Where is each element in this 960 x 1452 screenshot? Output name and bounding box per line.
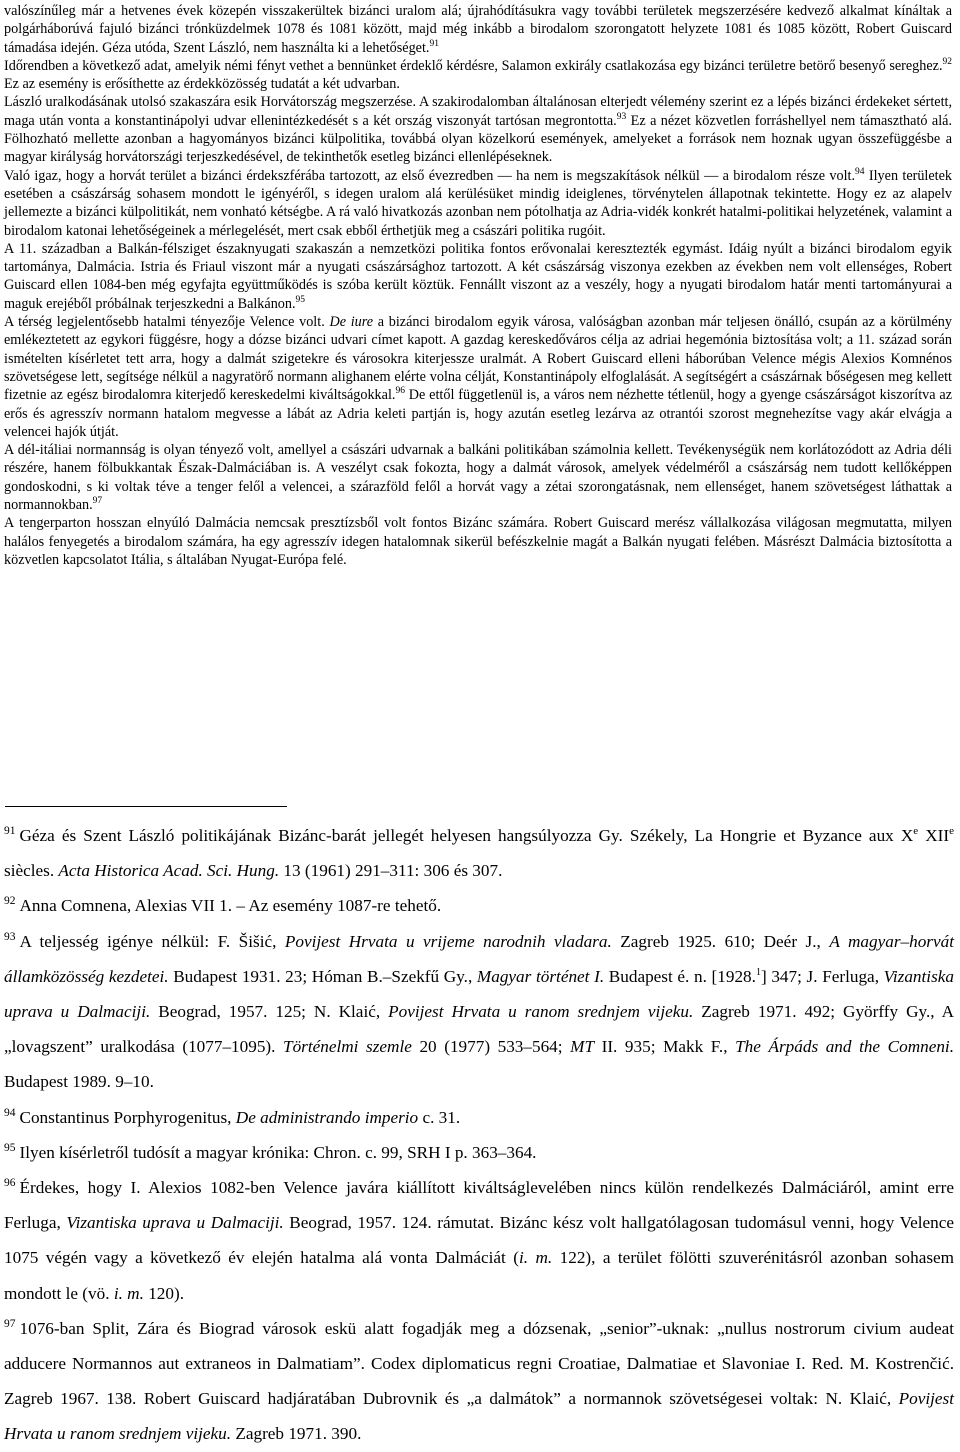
footnote: $^{92}$ Anna Comnena, Alexias VII 1. – Az esemény 1087-re tehető. xyxy=(4,895,442,916)
footnote-number: 92 xyxy=(4,895,16,908)
paragraph: A 11. században a Balkán-félsziget északnyugati szakaszán a nemzetközi politika fontos erővonalai keresztezték egymást. Idáig nyúlt a bizánci birodalom egyik tartománya, Dalmácia. Istria és Friaul viszont már a nyugati császársághoz tartozott. A két császárság viszonya ezekben az években nem volt ellenséges, Robert Guiscard ellen 1084-ben még egyfajta együttműködés is szóba került köztük. Fennállt viszont az a veszély, hogy a nyugati birodalom határ menti tartományurai a maguk erejéből próbálnak terjeszkedni a Balkánon.$^{95}$ xyxy=(4,240,952,312)
footnote-ref[interactable]: 97 xyxy=(92,496,103,507)
footnote-number: 93 xyxy=(4,930,16,943)
footnote-ref[interactable]: 96 xyxy=(395,386,405,397)
paragraph: A térség legjelentősebb hatalmi tényezője Velence volt. De iure a bizánci birodalom egyik városa, valóságban azonban már teljesen önálló, csupán az a körülmény emlékeztetett az egykori függésre, hogy a dózse bizánci udvari címet kapott. A gazdag kereskedőváros célja az adriai hegemónia biztosítása volt; a 11. század során ismételten kísérletet tett arra, hogy a dalmát szigetekre és városokra kiterjessze uralmát. A Robert Guiscard elleni háborúban Velence mégis Alexios Komnénos szövetségese lett, segítsége nélkül a nagyratörő normann alighanem elérte volna célját, Konstantinápoly elfoglalását. A segítségért a császárnak bőségesen meg kellett fizetnie az egész birodalomra kiterjedő kereskedelmi kiváltságokkal.$^{96}$ De ettől függetlenül is, a város nem nézhette tétlenül, hogy a gyenge császárságot kiszorítva az erős és agresszív normann hatalom megvesse a lábát az Adria keleti partján is, hogy azután esetleg lezárva az otrantói szorost megnehezítse vagy akár elvágja a velencei hajók útját. xyxy=(4,314,952,440)
footnote: $^{93}$ A teljesség igénye nélkül: F. Šišić, Povijest Hrvata u vrijeme narodnih vladara. Zagreb 1925. 610; Deér J., A magyar–horvát államközösség kezdetei. Budapest 1931. 23; Hóman B.–Szekfű Gy., Magyar történet I. Budapest é. n. [1928.$^1$] 347; J. Ferluga, Vizantiska uprava u Dalmaciji. Beograd, 1957. 125; N. Klaić, Povijest Hrvata u ranom srednjem vijeku. Zagreb 1971. 492; Györffy Gy., A „lovagszent” uralkodása (1077–1095). Történelmi szemle 20 (1977) 533–564; MT II. 935; Makk F., The Árpáds and the Comneni. Budapest 1989. 9–10. xyxy=(4,930,955,1092)
paragraph: A dél-itáliai normannság is olyan tényező volt, amellyel a császári udvarnak a balkáni politikában számolnia kellett. Tevékenységük nem korlátozódott az Adria déli részére, hanem fölbukkantak Észak-Dalmáciában is. A veszélyt csak fokozta, hogy a dalmát városok, amelyek védelméről a császárság nem tudott kellőképpen gondoskodni, s ki voltak téve a tenger felől a velencei, a szárazföld felől a horvát vagy a zétai szorongatásnak, nem ellenséget, hanem szövetségest láthattak a normannokban.$^{97}$ xyxy=(4,442,952,514)
footnote-ref[interactable]: 95 xyxy=(295,294,306,305)
footnotes xyxy=(4,818,954,1452)
footnote: $^{94}$ Constantinus Porphyrogenitus, De administrando imperio c. 31. xyxy=(4,1106,461,1127)
paragraph: valószínűleg már a hetvenes évek közepén visszakerültek bizánci uralom alá; újrahódításukra vagy további területek megszerzésére kedvező alkalmat kínáltak a polgárháborúvá fajuló bizánci trónküzdelmek 1078 és 1081 között, majd még inkább a birodalom szorongatott helyzete 1081 és 1085 között, Robert Guiscard támadása idején. Géza utóda, Szent László, nem használta ki a lehetőséget.$^{91}$ xyxy=(4,3,952,56)
footnote-ref[interactable]: 91 xyxy=(429,38,439,49)
footnote-number: 96 xyxy=(4,1177,16,1190)
footnote-number: 91 xyxy=(4,825,16,837)
footnote-number: 94 xyxy=(4,1106,16,1119)
footnote: $^{95}$ Ilyen kísérletről tudósít a magyar krónika: Chron. c. 99, SRH I p. 363–364. xyxy=(4,1141,537,1162)
footnote-ref[interactable]: 92 xyxy=(942,56,952,67)
footnote: $^{91}$ Géza és Szent László politikájának Bizánc-barát jellegét helyesen hangsúlyozza Gy. Székely, La Hongrie et Byzance aux Xe XIIe siècles. Acta Historica Acad. Sci. Hung. 13 (1961) 291–311: 306 és 307. xyxy=(4,825,954,881)
footnote: $^{96}$ Érdekes, hogy I. Alexios 1082-ben Velence javára kiállított kiváltságlevelében nincs külön rendelkezés Dalmáciáról, amint erre Ferluga, Vizantiska uprava u Dalmaciji. Beograd, 1957. 124. rámutat. Bizánc kész volt hallgatólagosan tudomásul venni, hogy Velence 1075 végén vagy a következő év elején hatalma alá vonta Dalmáciát (i. m. 122), a terület fölötti szuverénitásról azonban sohasem mondott le (vö. i. m. 120). xyxy=(4,1177,955,1303)
main-text xyxy=(4,2,952,569)
paragraph: Időrendben a következő adat, amelyik némi fényt vethet a bennünket érdeklő kérdésre, Salamon exkirály csatlakozása egy bizánci területre betörő besenyő sereghez.$^{92}$ Ez az esemény is erősíthette az érdekközösség tudatát a két udvarban. xyxy=(4,56,952,93)
footnote-ref[interactable]: 94 xyxy=(855,166,865,177)
footnote-separator xyxy=(5,806,287,807)
paragraph: A tengerparton hosszan elnyúló Dalmácia nemcsak presztízsből volt fontos Bizánc számára. Robert Guiscard merész vállalkozása világosan megmutatta, milyen halálos fenyegetés a birodalom számára, ha egy agresszív idegen hatalomnak sikerül befészkelnie magát a Balkán nyugati felében. Másrészt Dalmácia biztosította a közvetlen kapcsolatot Itália, s általában Nyugat-Európa felé. xyxy=(4,515,952,568)
footnote-ref[interactable]: 93 xyxy=(616,111,627,122)
footnote: $^{97}$ 1076-ban Split, Zára és Biograd városok eskü alatt fogadják meg a dózsenak, „senior”-uknak: „nullus nostrorum civium audeat adducere Normannos aut extraneos in Dalmatiam”. Codex diplomaticus regni Croatiae, Dalmatiae et Slavoniae I. Red. M. Kostrenčić. Zagreb 1967. 138. Robert Guiscard hadjáratában Dubrovnik és „a dalmátok” a normannok szövetségesei voltak: N. Klaić, Povijest Hrvata u ranom srednjem vijeku. Zagreb 1971. 390. xyxy=(4,1317,954,1444)
footnote-number: 95 xyxy=(4,1141,16,1154)
footnote-number: 97 xyxy=(4,1317,16,1330)
paragraph: László uralkodásának utolsó szakaszára esik Horvátország megszerzése. A szakirodalomban általánosan elterjedt vélemény szerint ez a lépés bizánci érdekeket sértett, maga után vonta a konstantinápolyi udvar ellenintézkedését s a két ország viszonyát tartósan megrontotta.$^{93}$ Ez a nézet közvetlen forráshellyel nem támasztható alá. Fölhozható mellette azonban a hagyományos bizánci külpolitika, továbbá olyan közelkorú események, amelyeket a források nem hoznak ugyan összefüggésbe a magyar királyság horvátországi terjeszkedésével, de tekinthetők esetleg bizánci ellenlépéseknek. xyxy=(4,94,953,166)
paragraph: Való igaz, hogy a horvát terület a bizánci érdekszférába tartozott, az első évezredben — ha nem is megszakítások nélkül — a birodalom része volt.$^{94}$ Ilyen területek esetében a császárság sohasem mondott le igényéről, s idegen uralom alá kerülésüket mindig ideiglenes, törvénytelen állapotnak tekintette. Hogy ez az alapelv jellemezte a bizánci külpolitikát, nem vonható kétségbe. A rá való hivatkozás azonban nem pótolhatja az Adria-vidék konkrét hatalmi-politikai helyzetének, valamint a birodalom katonai lehetőségeinek a mérlegelését, mert csak ebből érthetjük meg a császári politika rugóit. xyxy=(4,166,953,239)
